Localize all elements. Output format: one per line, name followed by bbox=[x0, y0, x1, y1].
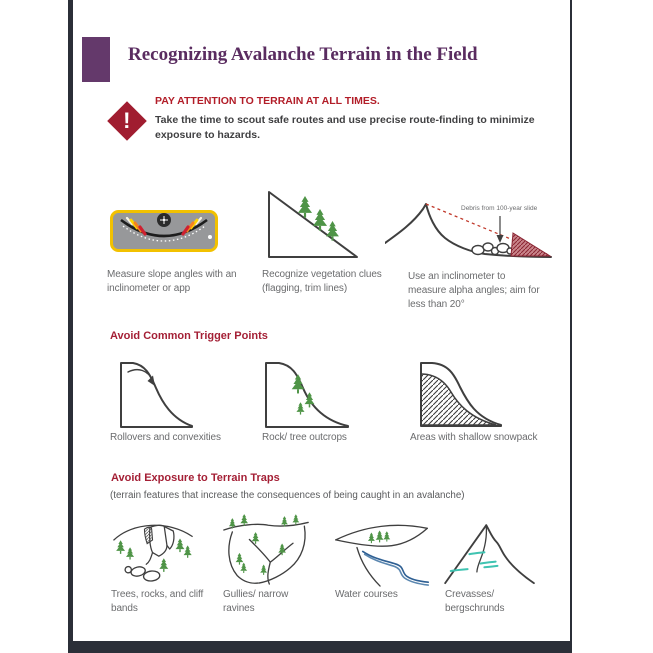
debris-cone-icon bbox=[511, 233, 550, 256]
pine-tree-icon bbox=[326, 221, 339, 241]
shallow-snowpack-illustration bbox=[418, 360, 504, 430]
caption-outcrops: Rock/ tree outcrops bbox=[262, 432, 347, 443]
cliff-bands-illustration bbox=[108, 513, 198, 585]
section-subheading-terrain-traps: (terrain features that increase the consequences of being caught in an avalanche) bbox=[110, 490, 465, 501]
pine-tree-icon bbox=[292, 374, 305, 393]
water-courses-illustration bbox=[332, 511, 432, 588]
gullies-illustration bbox=[221, 509, 311, 587]
vegetation-clues-illustration bbox=[265, 188, 360, 260]
caption-rollovers: Rollovers and convexities bbox=[110, 432, 221, 443]
document-page bbox=[68, 0, 572, 653]
warning-body: Take the time to scout safe routes and use precise route-finding to minimize exposure to hazards. bbox=[155, 114, 535, 141]
caption-vegetation: Recognize vegetation clues (flagging, trim lines) bbox=[262, 269, 382, 294]
debris-rocks-icon bbox=[472, 243, 513, 255]
crevasse-marks-icon bbox=[451, 552, 498, 571]
warning-heading: PAY ATTENTION TO TERRAIN AT ALL TIMES. bbox=[155, 95, 380, 107]
pine-tree-icon bbox=[313, 209, 327, 231]
stream-icon bbox=[363, 551, 428, 585]
caption-water-courses: Water courses bbox=[335, 589, 398, 600]
caption-alpha-angle: Use an inclinometer to measure alpha angles; aim for less than 20° bbox=[408, 271, 540, 310]
caption-gullies: Gullies/ narrow ravines bbox=[223, 589, 289, 614]
alpha-angle-sketch bbox=[385, 185, 565, 265]
section-heading-terrain-traps: Avoid Exposure to Terrain Traps bbox=[111, 472, 280, 484]
debris-annotation: Debris from 100-year slide bbox=[461, 205, 538, 212]
cliff-hatch-patch bbox=[144, 527, 152, 543]
crevasses-illustration bbox=[443, 514, 537, 585]
caption-crevasses: Crevasses/ bergschrunds bbox=[445, 589, 505, 614]
exclamation-glyph: ! bbox=[123, 107, 131, 133]
inclinometer-illustration bbox=[110, 210, 218, 252]
alpha-angle-illustration bbox=[385, 185, 565, 265]
warning-diamond-icon bbox=[107, 101, 147, 141]
rollover-arrow-icon bbox=[128, 370, 155, 386]
accent-square bbox=[82, 37, 110, 82]
annotation-arrow-icon bbox=[497, 216, 504, 243]
section-heading-trigger-points: Avoid Common Trigger Points bbox=[110, 330, 268, 342]
page-title: Recognizing Avalanche Terrain in the Field bbox=[128, 44, 478, 65]
tree-outcrops-illustration bbox=[263, 360, 351, 430]
pine-tree-icon bbox=[296, 402, 304, 414]
caption-cliff-bands: Trees, rocks, and cliff bands bbox=[111, 589, 204, 614]
caption-inclinometer: Measure slope angles with an inclinometer or app bbox=[107, 269, 237, 294]
rollover-illustration bbox=[118, 360, 194, 430]
caption-snowpack: Areas with shallow snowpack bbox=[410, 432, 538, 443]
boulders-icon bbox=[125, 566, 160, 582]
